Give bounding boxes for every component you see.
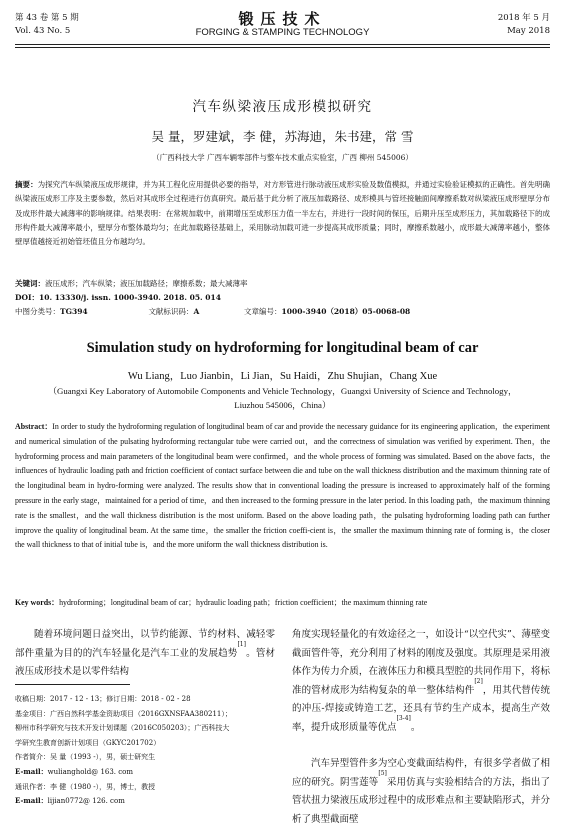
cn-affiliation: （广西科技大学 广西车辆零部件与整车技术重点实验室，广西 柳州 545006） [152, 153, 413, 162]
email-label: E-mail： [15, 796, 48, 806]
en-affiliation-line2: Liuzhou 545006，China） [234, 400, 331, 410]
footnote-received: 收稿日期：2017 - 12 - 13；修订日期：2018 - 02 - 28 [15, 695, 191, 703]
en-affiliation [0, 384, 565, 412]
citation-ref: [2] [474, 677, 483, 685]
footnote-email [15, 765, 275, 780]
en-keywords [15, 596, 550, 611]
volume-en: Vol. 43 No. 5 [15, 26, 71, 36]
cn-abstract-label: 摘要： [15, 180, 38, 189]
header-rule-secondary [15, 47, 550, 48]
cn-authors: 吴 量，罗建斌，李 健，苏海迪，朱书建，常 雪 [151, 129, 414, 144]
en-keywords-text: hydroforming；longitudinal beam of car；hydraulic loading path；friction coefficient；the maximum thinning rate [59, 598, 428, 607]
footnote-email [15, 794, 275, 809]
body-text: 汽车异型管件多为空心变截面结构件，有很多学者做了相应的研究。阴雪莲等 [292, 758, 550, 788]
citation-ref: [1] [237, 640, 246, 648]
footnote-fund: 基金项目：广西自然科学基金资助项目（2016GXNSFAA380211）； [15, 709, 232, 718]
body-text: 角度实现轻量化的有效途径之一，如设计“以空代实”、薄壁变截面管件等，充分利用了材料的刚度及强度。其原理是采用液体作为传力介质，在液体压力和模具型腔的共同作用下，将标准的管材成形为结构复杂的单一整体结构件 [292, 629, 550, 696]
doi-label: DOI： [15, 293, 40, 302]
doc-code-value: A [193, 307, 200, 316]
email-value: wulianghold@ 163. com [47, 767, 134, 776]
email-value: lijian0772@ 126. com [47, 797, 125, 806]
footnote-author: 作者简介：吴 量（1993 -），男，硕士研究生 [15, 753, 156, 762]
en-abstract-label: Abstract： [15, 422, 53, 431]
body-text: 随着环境问题日益突出，以节约能源、节约材料、减轻零部件重量为目的的汽车轻量化是汽车工业的发展趋势 [15, 629, 275, 659]
doc-code-label: 文献标识码： [148, 307, 194, 316]
review-paragraph-right [292, 755, 550, 829]
cn-keywords [15, 277, 550, 291]
cn-abstract-text: 为探究汽车纵梁液压成形规律，并为其工程化应用提供必要的指导，对方形管进行脉动液压成形实验及数值模拟，并通过实验验证模拟的正确性。首先明确纵梁液压成形工序及主要参数，然后对其成形全过程进行仿真研究。最后基于此分析了液压加载路径、成形模具与管坯接触面间摩擦系数对纵梁液压成形壁厚分布及成形件最大减薄率的影响规律。结果表明：在常规加载中，前期增压至成形压力值一半左右，并进行一段时间的保压，后期升压至成形压力，其加载路径下的成形构件最大减薄率最小，壁厚分布整体最均匀；在此加载路径基础上，采用脉动加载可进一步提高其成形质量；同时，摩擦系数越小，成形最大减薄率越小，整体壁厚值越接近初始管坯值且分布越均匀。 [15, 180, 550, 247]
body-text: 。 [410, 721, 421, 733]
journal-name-cn: 锻压技术 [238, 10, 327, 28]
article-no-label: 文章编号： [244, 307, 282, 316]
volume-cn: 第 43 卷 第 5 期 [15, 13, 79, 23]
cn-abstract [15, 178, 550, 249]
body-text: 。管材液压成形技术是以零件结构 [15, 647, 275, 677]
cn-title: 汽车纵梁液压成形模拟研究 [192, 99, 373, 115]
footnote-fund: 学研究生教育创新计划项目（GKYC201702） [15, 738, 161, 747]
en-abstract-text: In order to study the hydroforming regulation of longitudinal beam of car and provide the necessary guidance for its engineering application，the experiment and numerical simulation of the pulsating hydroforming rectangular tube were carried out，and the correctness of simulation was verified by experiment. Then，the hydroforming process and main parameters of the longitudinal beam were confirmed，and the whole process of forming was simulated. Based on the above facts，the influences of hydraulic loading path and friction coefficient of contact surface between die and tube on the wall thickness distribution and the maximum thinning rate of the longitudinal beam in hydro-forming were analyzed. The results show that in conventional loading the pressure is increased to approximately half of the forming pressure in the early stage，maintained for a period of time，and then increased to the forming pressure in the later period. In this loading path，the maximum thinning rate is the smallest，and the wall thickness distribution is the most uniform. Based on the above loading path，the pulsating hydroforming loading path can further improve the quality of longitudinal beam. At the same time，the smaller the friction coeffi-cient is，the smaller the maximum thinning rate of forming is，the closer the wall thickness to that of initial tube is，and the more uniform the wall thickness distribution is. [15, 422, 550, 550]
issue-date-en: May 2018 [507, 26, 550, 36]
en-affiliation-line1: （Guangxi Key Laboratory of Automobile Components and Vehicle Technology，Guangxi University of Science and Technology， [48, 386, 517, 396]
en-keywords-label: Key words： [15, 598, 60, 607]
body-text: ，用其代替传统的冲压-焊接或铸造工艺，还具有节约生产成本，提高生产效率，提升成形质量等优点 [292, 684, 550, 733]
en-title: Simulation study on hydroforming for longitudinal beam of car [86, 340, 479, 356]
cn-keywords-label: 关键词： [15, 279, 45, 288]
doi-value: 10. 13330/j. issn. 1000-3940. 2018. 05. 014 [39, 293, 221, 302]
header-rule [15, 44, 550, 45]
footnote-fund: 柳州市科学研究与技术开发计划课题（2016C050203）；广西科技大 [15, 724, 230, 733]
footnote-corresponding: 通讯作者：李 健（1980 -），男，博士，教授 [15, 782, 156, 791]
en-abstract [15, 420, 550, 553]
journal-name-en: FORGING & STAMPING TECHNOLOGY [195, 27, 370, 38]
article-no-value: 1000-3940（2018）05-0068-08 [281, 307, 411, 316]
cn-keywords-text: 液压成形；汽车纵梁；液压加载路径；摩擦系数；最大减薄率 [45, 279, 248, 288]
classification-line [15, 305, 550, 319]
intro-paragraph-right [292, 626, 550, 737]
doi-line [15, 291, 550, 305]
footnotes [15, 692, 275, 809]
clc-label: 中图分类号： [15, 307, 60, 316]
body-text: 采用仿真与实验相结合的方法，指出了管状扭力梁液压成形过程中的成形难点和主要缺陷形式，并分析了典型截面壁 [292, 776, 550, 825]
email-label: E-mail： [15, 766, 48, 776]
citation-ref: [3-4] [396, 714, 411, 722]
citation-ref: [5] [378, 769, 387, 777]
footnote-rule [15, 684, 130, 685]
intro-paragraph-left [15, 626, 275, 682]
issue-date-cn: 2018 年 5 月 [497, 13, 550, 23]
en-authors: Wu Liang，Luo Jianbin，Li Jian，Su Haidi，Zhu Shujian，Chang Xue [127, 371, 438, 382]
clc-value: TG394 [60, 307, 88, 316]
